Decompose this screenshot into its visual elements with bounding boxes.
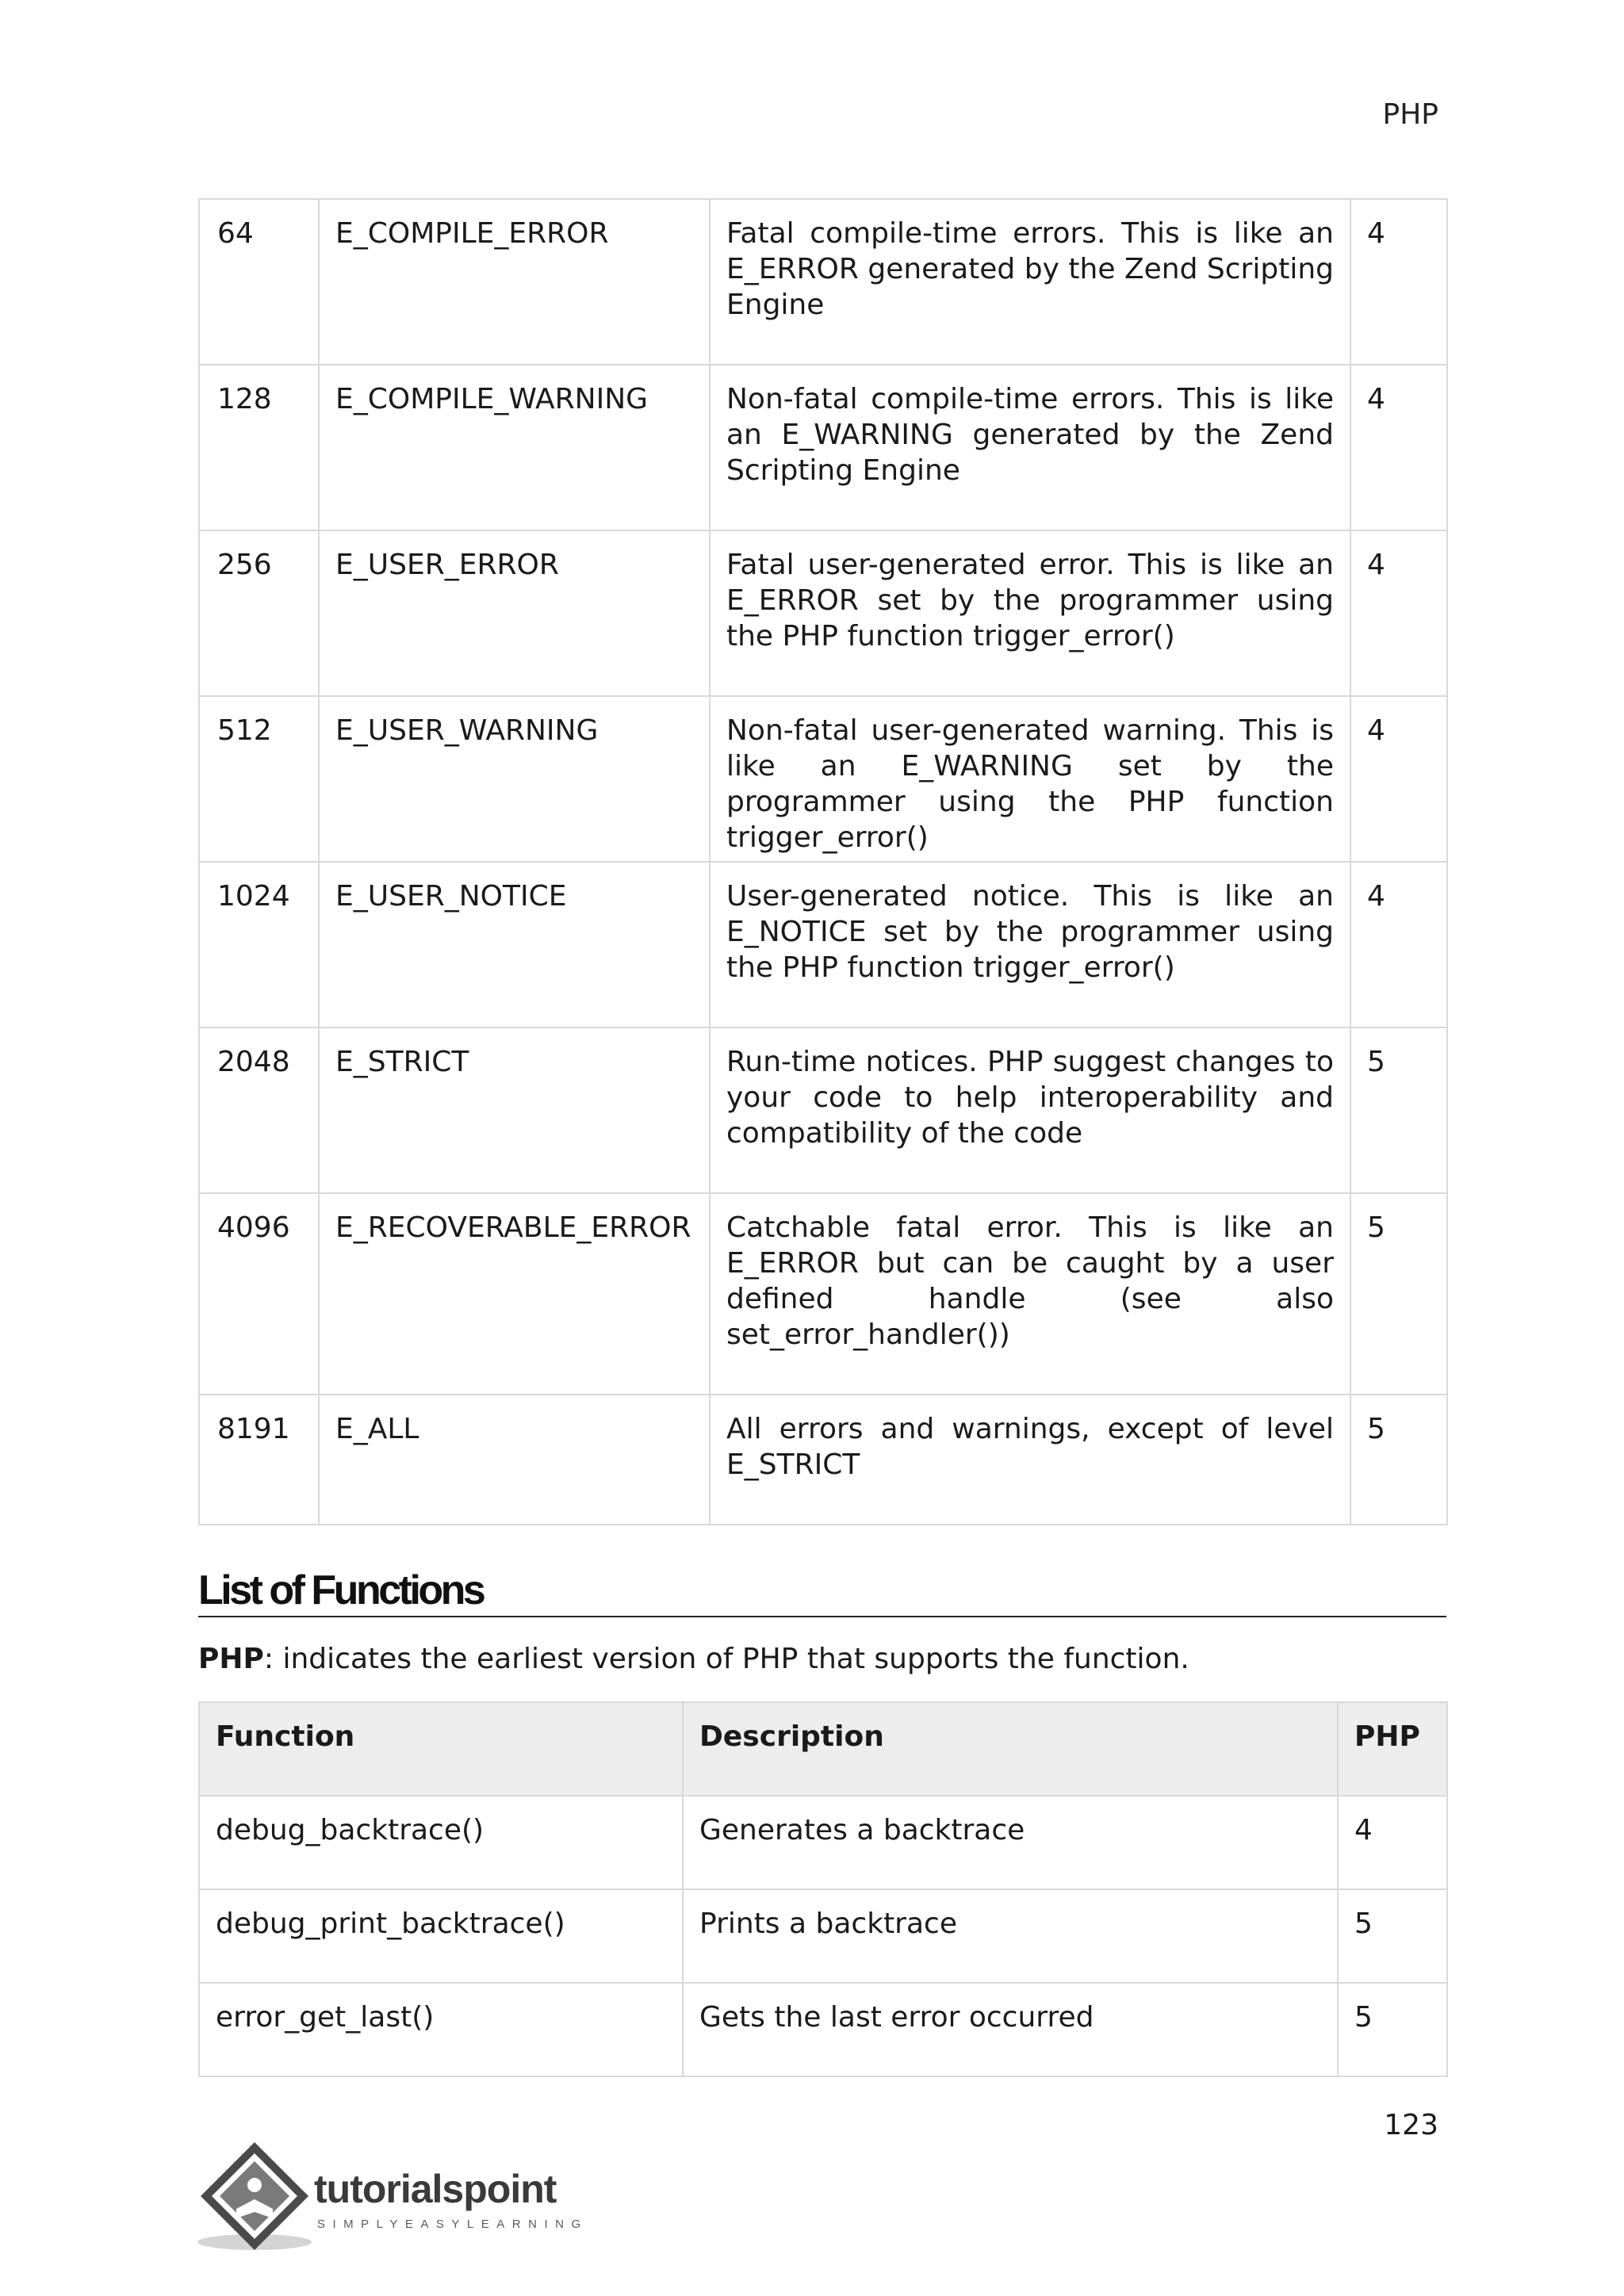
table-row xyxy=(199,862,1447,1027)
error-constant: E_USER_ERROR xyxy=(319,530,710,696)
logo-tagline: SIMPLYEASYLEARNING xyxy=(317,2218,588,2231)
error-value: 512 xyxy=(199,696,319,862)
error-version: 4 xyxy=(1350,530,1447,696)
error-value: 64 xyxy=(199,199,319,365)
functions-table xyxy=(198,1701,1448,2077)
error-constant: E_USER_WARNING xyxy=(319,696,710,862)
function-version: 4 xyxy=(1338,1796,1447,1889)
error-constant: E_STRICT xyxy=(319,1027,710,1193)
table-row xyxy=(199,1889,1447,1983)
error-levels-table xyxy=(198,198,1448,1525)
error-version: 5 xyxy=(1350,1395,1447,1525)
column-header-php: PHP xyxy=(1338,1702,1447,1796)
error-constant: E_COMPILE_WARNING xyxy=(319,365,710,530)
error-version: 4 xyxy=(1350,365,1447,530)
error-description: Fatal compile-time errors. This is like an E_ERROR generated by the Zend Scripting Engine xyxy=(710,199,1350,365)
logo-wordmark: tutorialspoint xyxy=(314,2167,557,2211)
function-name: error_get_last() xyxy=(199,1983,683,2076)
error-value: 8191 xyxy=(199,1395,319,1525)
table-row xyxy=(199,1027,1447,1193)
error-version: 5 xyxy=(1350,1193,1447,1395)
error-constant: E_ALL xyxy=(319,1395,710,1525)
error-description: User-generated notice. This is like an E_NOTICE set by the programmer using the PHP function trigger_error() xyxy=(710,862,1350,1027)
function-description: Prints a backtrace xyxy=(683,1889,1338,1983)
error-description: Catchable fatal error. This is like an E_ERROR but can be caught by a user defined handle (see also set_error_handler()) xyxy=(710,1193,1350,1395)
function-description: Generates a backtrace xyxy=(683,1796,1338,1889)
section-note xyxy=(198,1643,1189,1675)
error-description: Run-time notices. PHP suggest changes to your code to help interoperability and compatibility of the code xyxy=(710,1027,1350,1193)
column-header-description: Description xyxy=(683,1702,1338,1796)
function-description: Gets the last error occurred xyxy=(683,1983,1338,2076)
function-version: 5 xyxy=(1338,1889,1447,1983)
error-description: Non-fatal user-generated warning. This is like an E_WARNING set by the programmer using the PHP function trigger_error() xyxy=(710,696,1350,862)
page-number: 123 xyxy=(1384,2109,1438,2141)
error-description: Non-fatal compile-time errors. This is like an E_WARNING generated by the Zend Scripting Engine xyxy=(710,365,1350,530)
person-icon xyxy=(247,2178,262,2192)
function-name: debug_backtrace() xyxy=(199,1796,683,1889)
error-version: 4 xyxy=(1350,862,1447,1027)
error-value: 256 xyxy=(199,530,319,696)
error-description: Fatal user-generated error. This is like an E_ERROR set by the programmer using the PHP function trigger_error() xyxy=(710,530,1350,696)
error-value: 2048 xyxy=(199,1027,319,1193)
section-heading: List of Functions xyxy=(198,1567,1446,1617)
function-version: 5 xyxy=(1338,1983,1447,2076)
tutorialspoint-logo xyxy=(195,2136,607,2255)
note-text: : indicates the earliest version of PHP that supports the function. xyxy=(263,1643,1189,1675)
error-constant: E_USER_NOTICE xyxy=(319,862,710,1027)
error-version: 4 xyxy=(1350,199,1447,365)
table-row xyxy=(199,1796,1447,1889)
error-constant: E_RECOVERABLE_ERROR xyxy=(319,1193,710,1395)
error-value: 128 xyxy=(199,365,319,530)
error-constant: E_COMPILE_ERROR xyxy=(319,199,710,365)
column-header-function: Function xyxy=(199,1702,683,1796)
error-value: 4096 xyxy=(199,1193,319,1395)
error-description: All errors and warnings, except of level E_STRICT xyxy=(710,1395,1350,1525)
running-header: PHP xyxy=(1382,98,1438,131)
table-header-row xyxy=(199,1702,1447,1796)
error-version: 4 xyxy=(1350,696,1447,862)
note-label: PHP xyxy=(198,1643,264,1675)
table-row xyxy=(199,696,1447,862)
error-value: 1024 xyxy=(199,862,319,1027)
table-row xyxy=(199,1193,1447,1395)
table-row xyxy=(199,530,1447,696)
function-name: debug_print_backtrace() xyxy=(199,1889,683,1983)
table-row xyxy=(199,1395,1447,1525)
table-row xyxy=(199,365,1447,530)
table-row xyxy=(199,199,1447,365)
error-version: 5 xyxy=(1350,1027,1447,1193)
table-row xyxy=(199,1983,1447,2076)
